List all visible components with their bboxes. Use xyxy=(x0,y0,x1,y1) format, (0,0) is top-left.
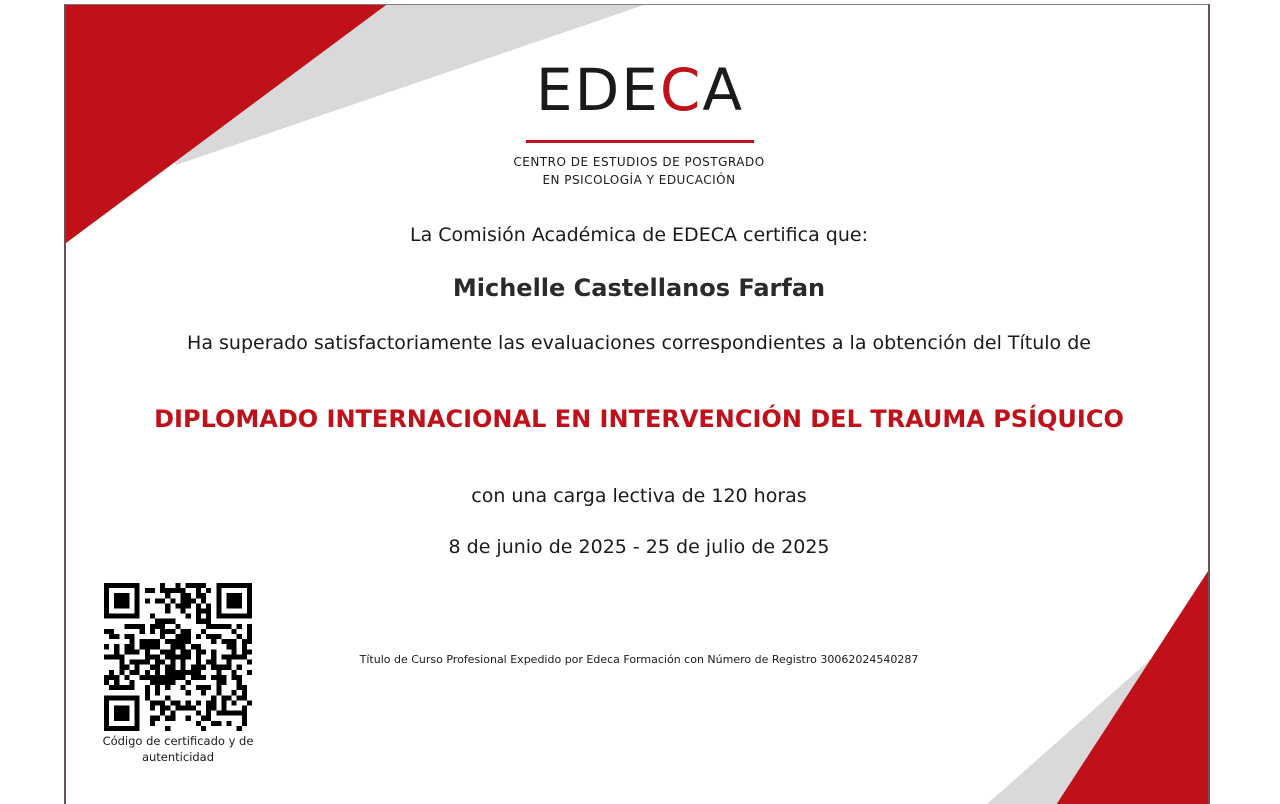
registry-number: Título de Curso Profesional Expedido por Edeca Formación con Número de Registro 30062024540287 xyxy=(359,653,919,666)
certification-intro: La Comisión Académica de EDECA certifica que: xyxy=(410,224,868,246)
qr-caption-line2: autenticidad xyxy=(141,750,215,764)
recipient-name: Michelle Castellanos Farfan xyxy=(452,274,826,302)
logo-subtitle xyxy=(466,153,812,189)
logo-subtitle-line1: CENTRO DE ESTUDIOS DE POSTGRADO xyxy=(513,155,765,169)
achievement-statement: Ha superado satisfactoriamente las evaluaciones correspondientes a la obtención del Título de xyxy=(187,332,1091,354)
course-dates: 8 de junio de 2025 - 25 de julio de 2025 xyxy=(448,536,830,558)
certificate-page xyxy=(64,4,1210,804)
qr-code xyxy=(104,583,252,731)
qr-caption xyxy=(86,733,270,765)
course-hours: con una carga lectiva de 120 horas xyxy=(471,485,807,507)
logo-subtitle-line2: EN PSICOLOGÍA Y EDUCACIÓN xyxy=(542,173,736,187)
logo-underline xyxy=(526,140,754,143)
qr-caption-line1: Código de certificado y de xyxy=(102,734,254,748)
degree-title: DIPLOMADO INTERNACIONAL EN INTERVENCIÓN DEL TRAUMA PSÍQUICO xyxy=(154,405,1124,433)
edeca-logo: EDECA xyxy=(535,56,745,124)
